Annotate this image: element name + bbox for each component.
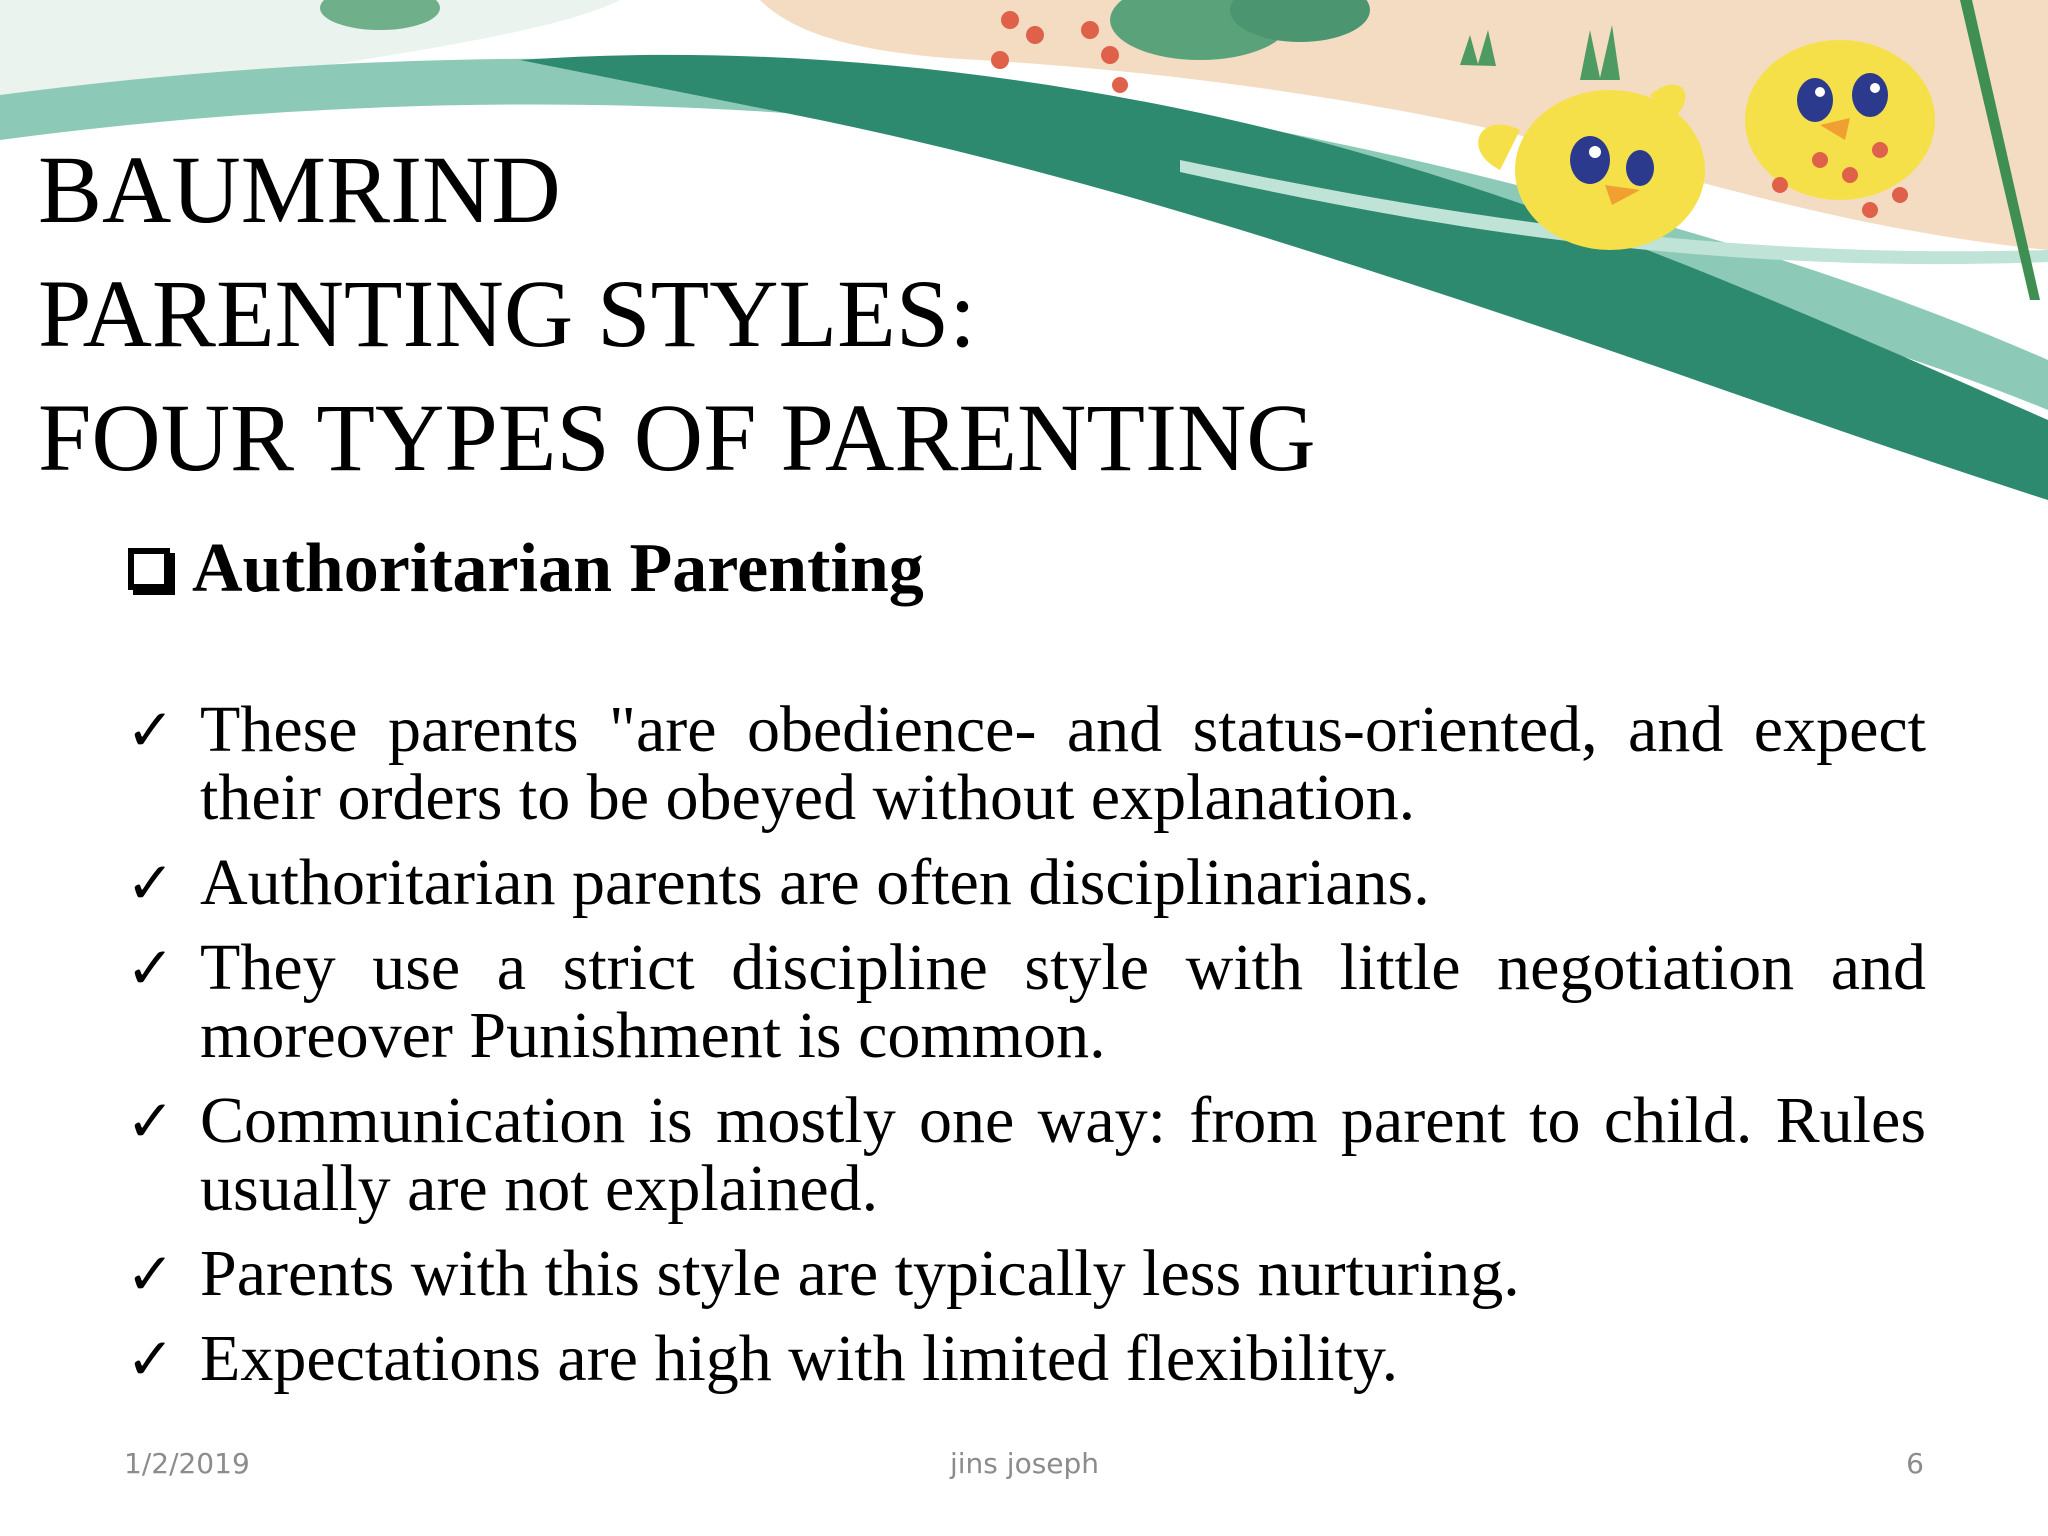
checkmark-icon: ✓ — [126, 1087, 175, 1155]
bullet-text: These parents "are obedience- and status-oriented, and expect their orders to be obeyed without explanation. — [200, 693, 1926, 834]
bullet-item — [126, 846, 1926, 919]
checkmark-icon: ✓ — [126, 934, 175, 1002]
footer-date: 1/2/2019 — [124, 1447, 250, 1480]
checkmark-icon: ✓ — [126, 696, 175, 764]
slide-footer — [0, 1444, 2048, 1484]
checkmark-icon: ✓ — [126, 849, 175, 917]
bullet-item — [126, 1084, 1926, 1225]
bullet-text: Communication is mostly one way: from parent to child. Rules usually are not explained. — [200, 1084, 1926, 1225]
bullet-item — [126, 693, 1926, 834]
bullet-item — [126, 1322, 1926, 1395]
section-heading-text: Authoritarian Parenting — [192, 530, 924, 607]
checkmark-icon: ✓ — [126, 1325, 175, 1393]
bullet-text: Expectations are high with limited flexibility. — [200, 1322, 1399, 1395]
bullet-text: Parents with this style are typically less nurturing. — [200, 1237, 1520, 1310]
checkmark-icon: ✓ — [126, 1240, 175, 1308]
section-heading — [128, 524, 924, 614]
title-line-3: FOUR TYPES OF PARENTING — [38, 384, 1316, 491]
footer-author: jins joseph — [950, 1447, 1100, 1480]
bullet-text: Authoritarian parents are often disciplinarians. — [200, 846, 1430, 919]
bullet-item — [126, 1237, 1926, 1310]
slide-title — [38, 128, 1316, 500]
bullet-item — [126, 931, 1926, 1072]
checkbox-square-icon — [128, 548, 170, 590]
bullet-list — [126, 693, 1926, 1410]
bullet-text: They use a strict discipline style with little negotiation and moreover Punishment is common. — [200, 931, 1926, 1072]
title-line-2: PARENTING STYLES: — [38, 260, 976, 367]
duck-right — [1745, 40, 1935, 200]
title-line-1: BAUMRIND — [38, 136, 561, 243]
footer-page-number: 6 — [1906, 1447, 1924, 1480]
